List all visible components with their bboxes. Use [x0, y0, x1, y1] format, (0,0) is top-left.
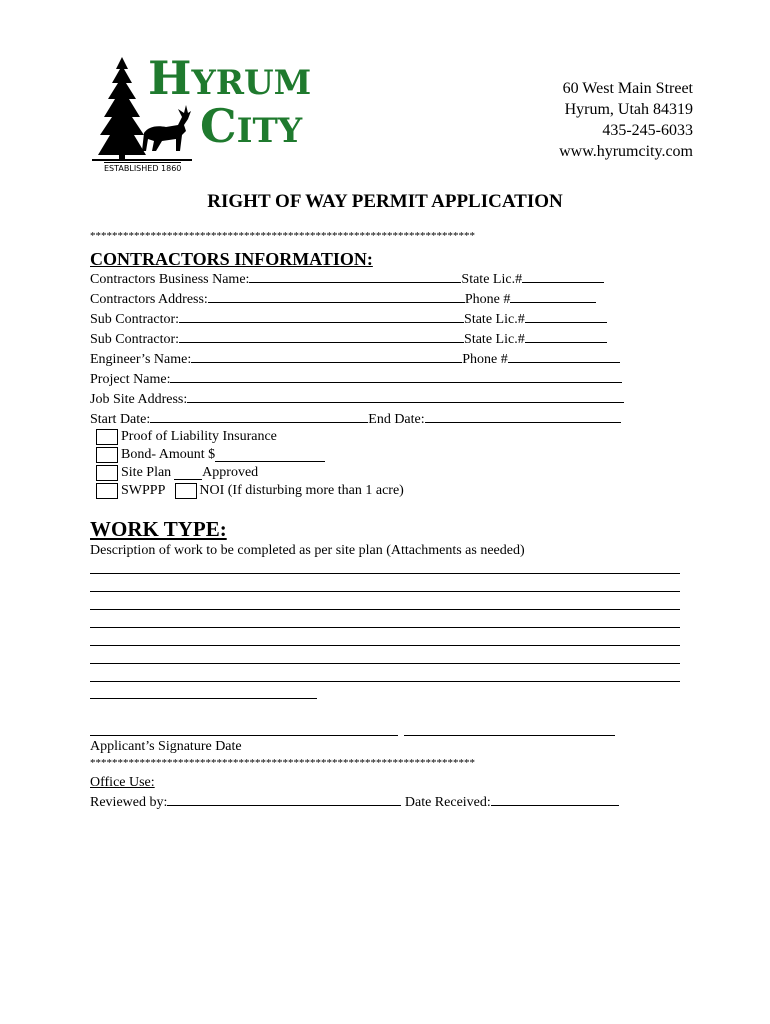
hyrum-city-logo — [92, 51, 322, 175]
end-date-field[interactable] — [425, 409, 621, 423]
logo-established: ESTABLISHED 1860 — [104, 164, 182, 173]
work-line-4[interactable] — [90, 627, 680, 628]
contractor-address-field[interactable] — [208, 289, 465, 303]
star-divider-bottom: ********************************************************************** — [90, 757, 475, 769]
sub-contractor-1-field[interactable] — [179, 309, 464, 323]
row-sub-1: Sub Contractor: State Lic.# — [90, 309, 650, 329]
bond-checkbox[interactable] — [96, 447, 118, 463]
job-site-address-field[interactable] — [187, 389, 624, 403]
signature-date-line[interactable] — [404, 735, 615, 736]
address-phone: 435-245-6033 — [602, 122, 693, 139]
work-line-3[interactable] — [90, 609, 680, 610]
phone-2-field[interactable] — [508, 349, 620, 363]
checklist-site-plan: Site Plan Approved — [90, 464, 404, 482]
address-web: www.hyrumcity.com — [559, 143, 693, 160]
signature-label: Applicant’s Signature Date — [90, 739, 242, 754]
sub-contractor-2-field[interactable] — [179, 329, 464, 343]
checklist-swppp: SWPPP NOI (If disturbing more than 1 acre) — [90, 482, 404, 500]
checklist-liability: Proof of Liability Insurance — [90, 428, 404, 446]
business-name-field[interactable] — [249, 269, 461, 283]
state-lic-2-field[interactable] — [525, 309, 607, 323]
noi-checkbox[interactable] — [175, 483, 197, 499]
start-date-field[interactable] — [150, 409, 368, 423]
engineer-name-field[interactable] — [191, 349, 462, 363]
logo-word-hyrum: HYRUM — [148, 51, 312, 105]
row-project: Project Name: — [90, 369, 650, 389]
liability-checkbox[interactable] — [96, 429, 118, 445]
address-city: Hyrum, Utah 84319 — [564, 101, 693, 118]
work-line-2[interactable] — [90, 591, 680, 592]
office-use-heading: Office Use: — [90, 775, 155, 790]
work-line-1[interactable] — [90, 573, 680, 574]
signature-line[interactable] — [90, 735, 398, 736]
work-line-8[interactable] — [90, 698, 317, 699]
work-description-label: Description of work to be completed as per site plan (Attachments as needed) — [90, 543, 525, 558]
row-engineer: Engineer’s Name: Phone # — [90, 349, 650, 369]
date-received-field[interactable] — [491, 792, 619, 806]
state-lic-3-field[interactable] — [525, 329, 607, 343]
site-plan-checkbox[interactable] — [96, 465, 118, 481]
reviewed-by-field[interactable] — [167, 792, 401, 806]
swppp-checkbox[interactable] — [96, 483, 118, 499]
logo-word-city: CITY — [200, 99, 303, 153]
bond-amount-field[interactable] — [215, 448, 325, 462]
project-name-field[interactable] — [170, 369, 622, 383]
contractors-heading: CONTRACTORS INFORMATION: — [90, 249, 373, 269]
row-sub-2: Sub Contractor: State Lic.# — [90, 329, 650, 349]
site-plan-approved-field[interactable] — [174, 466, 202, 480]
state-lic-1-field[interactable] — [522, 269, 604, 283]
address-street: 60 West Main Street — [562, 80, 693, 97]
office-use-row: Reviewed by: Date Received: — [90, 792, 619, 812]
checklist-bond: Bond- Amount $ — [90, 446, 404, 464]
work-line-5[interactable] — [90, 645, 680, 646]
row-business-name: Contractors Business Name: State Lic.# — [90, 269, 650, 289]
row-job-site: Job Site Address: — [90, 389, 650, 409]
work-line-6[interactable] — [90, 663, 680, 664]
work-type-heading: WORK TYPE: — [90, 517, 227, 541]
work-line-7[interactable] — [90, 681, 680, 682]
page-title: RIGHT OF WAY PERMIT APPLICATION — [207, 191, 563, 212]
row-dates: Start Date: End Date: — [90, 409, 650, 429]
contractors-fields — [90, 269, 650, 429]
phone-1-field[interactable] — [510, 289, 596, 303]
star-divider-top: ********************************************************************** — [90, 230, 475, 242]
checklist — [90, 428, 404, 500]
row-address: Contractors Address: Phone # — [90, 289, 650, 309]
city-address-block — [559, 78, 693, 162]
